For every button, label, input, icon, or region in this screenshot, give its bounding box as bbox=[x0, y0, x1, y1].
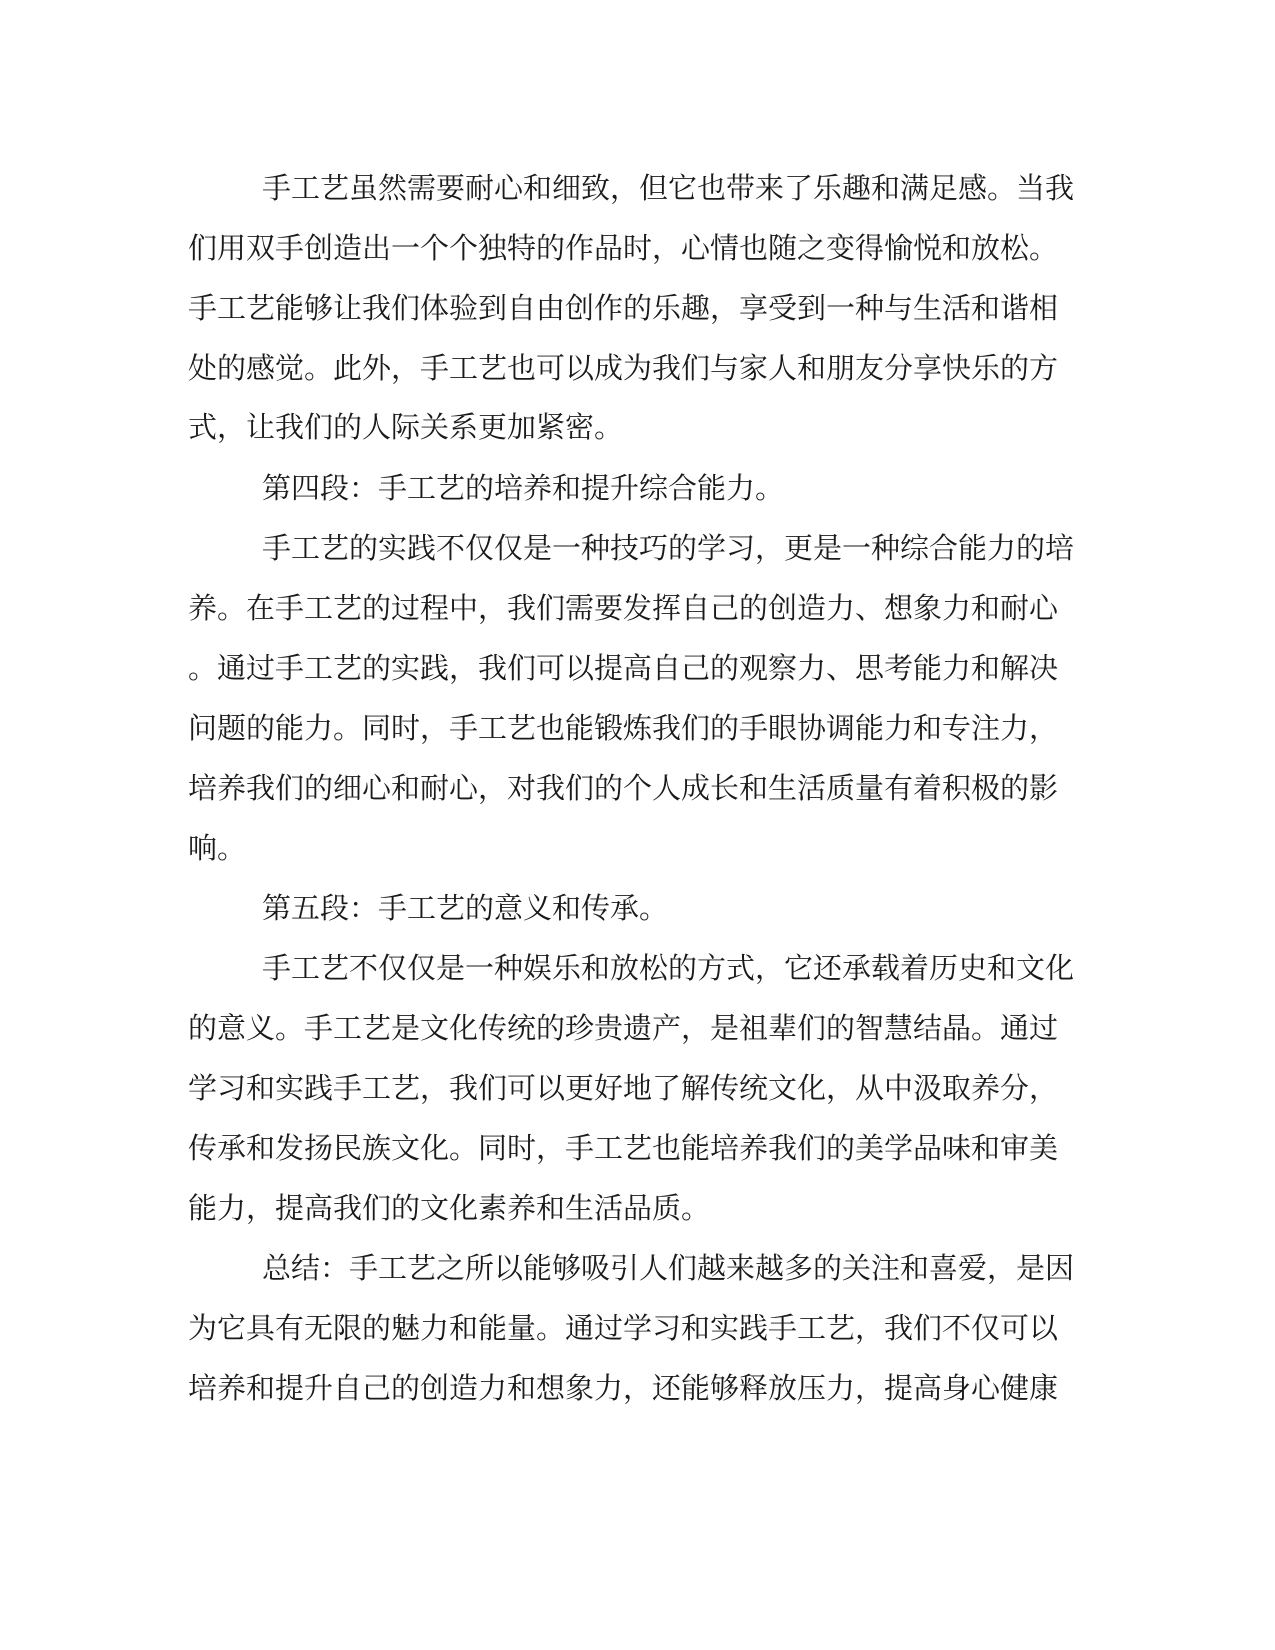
text-line: 为它具有无限的魅力和能量。通过学习和实践手工艺，我们不仅可以 bbox=[188, 1311, 1059, 1345]
text-line: 传承和发扬民族文化。同时，手工艺也能培养我们的美学品味和审美 bbox=[188, 1131, 1059, 1165]
section-heading: 第五段：手工艺的意义和传承。 bbox=[262, 891, 669, 925]
section-heading: 第四段：手工艺的培养和提升综合能力。 bbox=[262, 471, 785, 505]
text-line: 的意义。手工艺是文化传统的珍贵遗产，是祖辈们的智慧结晶。通过 bbox=[188, 1011, 1059, 1045]
text-line: 手工艺不仅仅是一种娱乐和放松的方式，它还承载着历史和文化 bbox=[262, 951, 1075, 985]
text-line: 手工艺虽然需要耐心和细致，但它也带来了乐趣和满足感。当我 bbox=[262, 171, 1075, 205]
text-line: 能力，提高我们的文化素养和生活品质。 bbox=[188, 1191, 711, 1225]
text-line: 处的感觉。此外，手工艺也可以成为我们与家人和朋友分享快乐的方 bbox=[188, 351, 1059, 385]
text-line: 养。在手工艺的过程中，我们需要发挥自己的创造力、想象力和耐心 bbox=[188, 591, 1059, 625]
text-line: 手工艺的实践不仅仅是一种技巧的学习，更是一种综合能力的培 bbox=[262, 531, 1075, 565]
text-line: 问题的能力。同时，手工艺也能锻炼我们的手眼协调能力和专注力， bbox=[188, 711, 1059, 745]
summary-heading-line: 总结：手工艺之所以能够吸引人们越来越多的关注和喜爱，是因 bbox=[262, 1251, 1075, 1285]
text-line: 手工艺能够让我们体验到自由创作的乐趣，享受到一种与生活和谐相 bbox=[188, 291, 1059, 325]
text-line: 们用双手创造出一个个独特的作品时，心情也随之变得愉悦和放松。 bbox=[188, 231, 1059, 265]
text-line: 培养和提升自己的创造力和想象力，还能够释放压力，提高身心健康 bbox=[188, 1371, 1059, 1405]
text-line: 。通过手工艺的实践，我们可以提高自己的观察力、思考能力和解决 bbox=[188, 651, 1059, 685]
text-line: 响。 bbox=[188, 831, 247, 865]
text-line: 式，让我们的人际关系更加紧密。 bbox=[188, 410, 624, 444]
text-line: 培养我们的细心和耐心，对我们的个人成长和生活质量有着积极的影 bbox=[188, 771, 1059, 805]
text-line: 学习和实践手工艺，我们可以更好地了解传统文化，从中汲取养分， bbox=[188, 1071, 1059, 1105]
